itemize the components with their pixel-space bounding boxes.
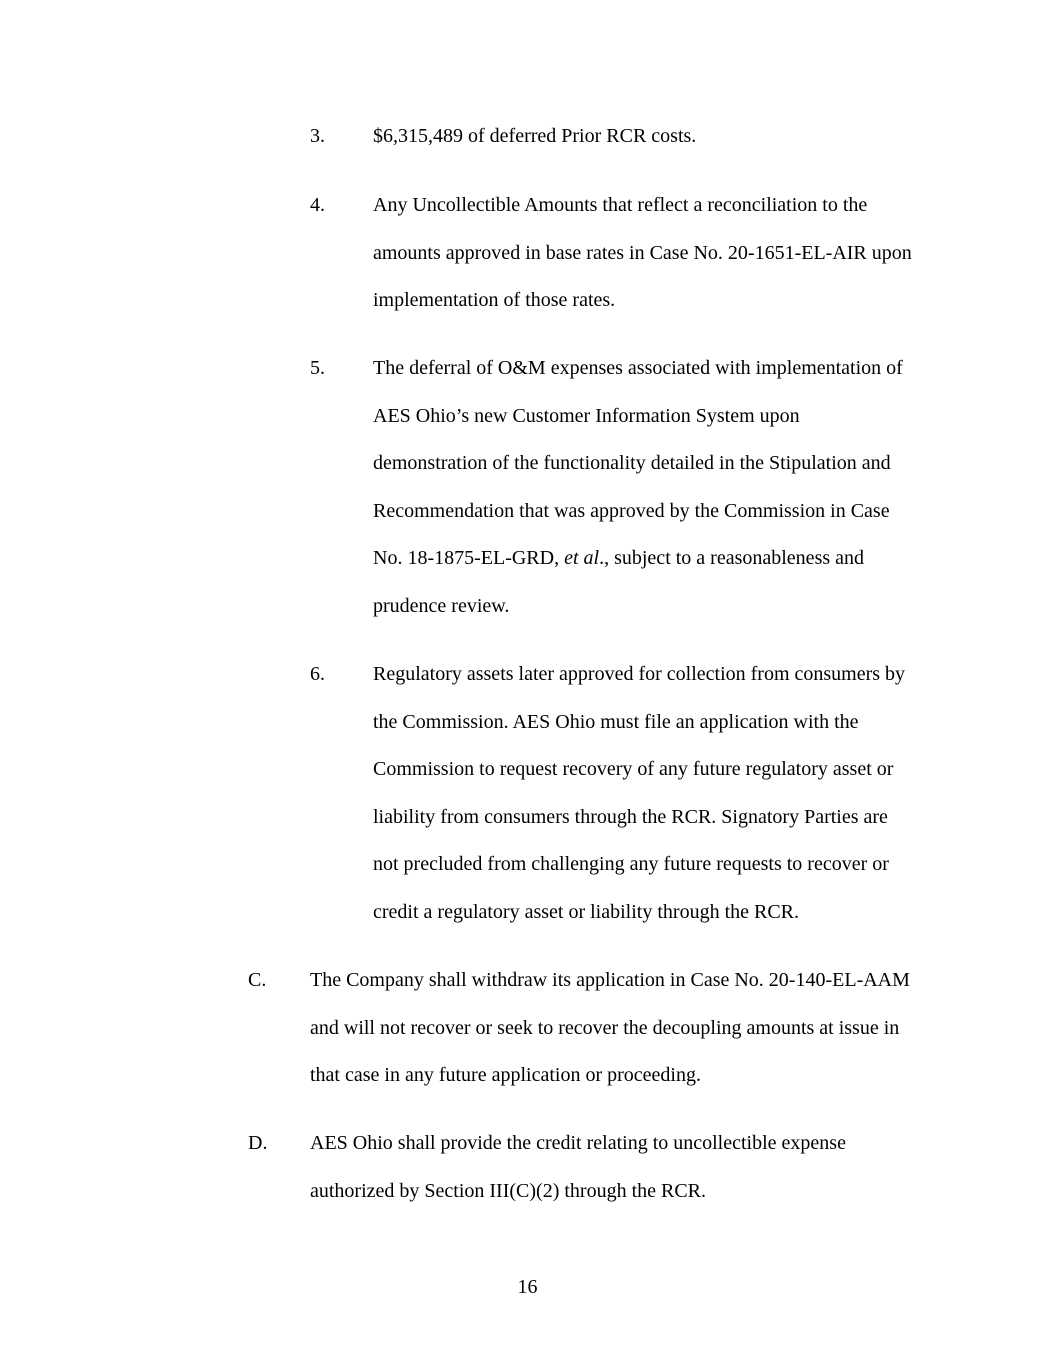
item-number: 3. xyxy=(310,125,325,147)
item-letter: C. xyxy=(248,969,267,991)
text-line: not precluded from challenging any future requests to recover or xyxy=(373,853,889,875)
section-item-d xyxy=(248,1120,948,1216)
text-line: demonstration of the functionality detailed in the Stipulation and xyxy=(373,452,891,474)
text-line: implementation of those rates. xyxy=(373,289,616,311)
text-line: liability from consumers through the RCR. Signatory Parties are xyxy=(373,805,888,828)
item-text xyxy=(310,957,910,1100)
text-line: The deferral of O&M expenses associated with implementation of xyxy=(373,357,903,379)
text-line: the Commission. AES Ohio must file an application with the xyxy=(373,710,859,733)
text-line: Commission to request recovery of any future regulatory asset or xyxy=(373,758,894,780)
item-letter: D. xyxy=(248,1132,268,1154)
text-line xyxy=(373,535,903,583)
list-item-3 xyxy=(310,113,950,161)
section-item-c xyxy=(248,957,948,1100)
text-line: authorized by Section III(C)(2) through the RCR. xyxy=(310,1179,707,1202)
item-text xyxy=(310,1120,846,1215)
text-segment: ., subject to a reasonableness and xyxy=(599,547,865,569)
text-line: amounts approved in base rates in Case No. 20-1651-EL-AIR upon xyxy=(373,241,912,264)
item-number: 5. xyxy=(310,357,325,379)
item-text xyxy=(373,345,903,630)
text-line: AES Ohio’s new Customer Information System upon xyxy=(373,404,800,427)
list-item-6 xyxy=(310,651,950,936)
text-line: Any Uncollectible Amounts that reflect a reconciliation to the xyxy=(373,194,868,216)
text-line: $6,315,489 of deferred Prior RCR costs. xyxy=(373,125,697,147)
text-line: and will not recover or seek to recover the decoupling amounts at issue in xyxy=(310,1016,900,1039)
text-line: prudence review. xyxy=(373,594,510,617)
text-line: credit a regulatory asset or liability through the RCR. xyxy=(373,900,800,923)
item-text xyxy=(373,182,912,325)
list-item-4 xyxy=(310,182,950,325)
text-line: that case in any future application or proceeding. xyxy=(310,1064,701,1086)
item-text xyxy=(373,651,905,936)
item-number: 4. xyxy=(310,194,325,216)
list-item-5 xyxy=(310,345,950,630)
item-number: 6. xyxy=(310,663,325,685)
text-segment: No. 18-1875-EL-GRD, xyxy=(373,547,565,569)
item-text xyxy=(373,113,696,161)
text-line: Recommendation that was approved by the Commission in Case xyxy=(373,499,890,522)
italic-text: et al xyxy=(564,547,600,569)
text-line: Regulatory assets later approved for collection from consumers by xyxy=(373,663,906,685)
text-line: The Company shall withdraw its application in Case No. 20-140-EL-AAM xyxy=(310,969,910,991)
text-line: AES Ohio shall provide the credit relating to uncollectible expense xyxy=(310,1132,846,1154)
page-number: 16 xyxy=(517,1276,538,1298)
